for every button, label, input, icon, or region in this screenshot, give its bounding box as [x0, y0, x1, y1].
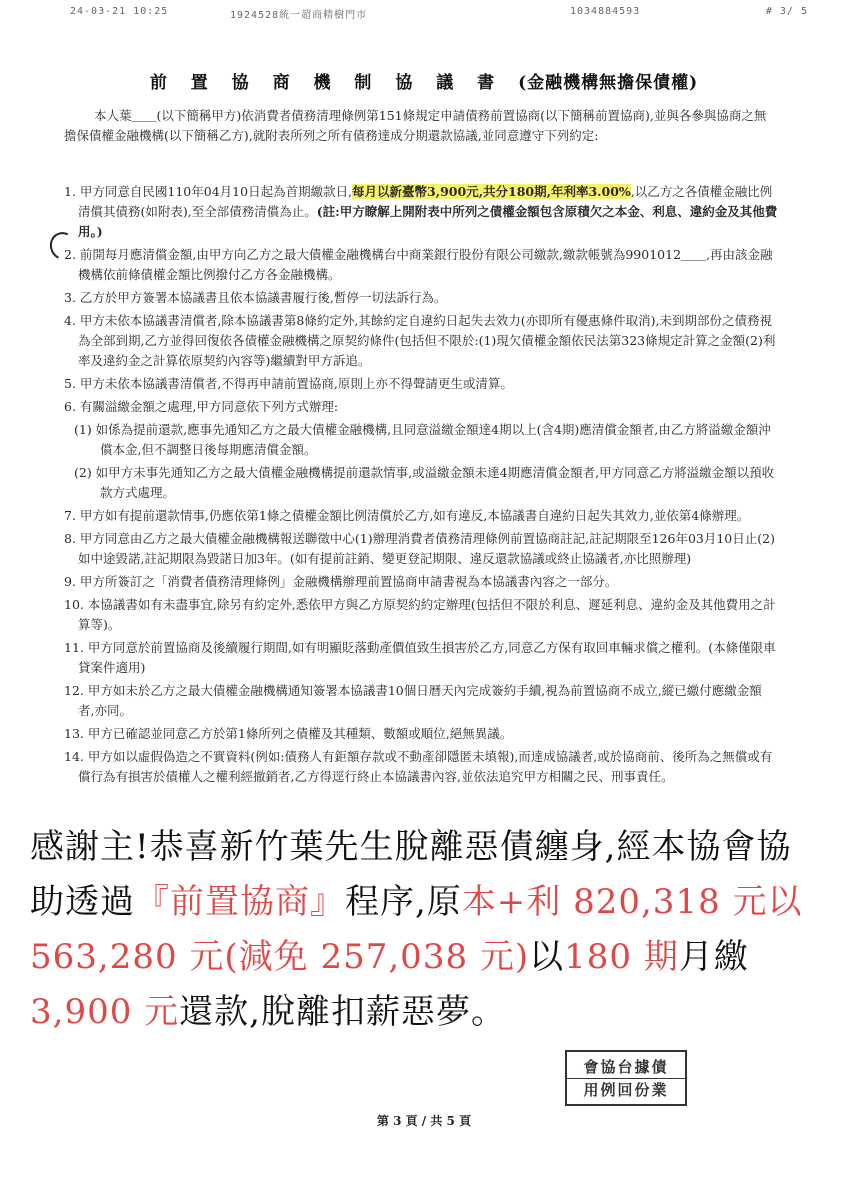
clause-12: 12. 甲方如未於乙方之最大債權金融機構通知簽署本協議書10個日曆天內完成簽約手續,視為前置協商不成立,縱已繳付應繳金額者,亦同。 — [64, 683, 762, 718]
clause-1-note: (註:甲方瞭解上開附表中所列之債權金額包含原積欠之本金、利息、違約金及其他費用。) — [78, 204, 778, 239]
stamp-line-1: 會協台據債 — [567, 1056, 685, 1079]
clause-1-highlight: 每月以新臺幣3,900元,共分180期,年利率3.00% — [352, 184, 631, 199]
clause-6-2: (2) 如甲方未事先通知乙方之最大債權金融機構提前還款情事,或溢繳金額未達4期應清償金額者,甲方同意乙方將溢繳金額以預收款方式處理。 — [74, 465, 775, 500]
clause-3: 3. 乙方於甲方簽署本協議書且依本協議書履行後,暫停一切法訴行為。 — [64, 290, 447, 305]
clause-10: 10. 本協議書如有未盡事宜,除另有約定外,悉依甲方與乙方原契約約定辦理(包括但不限於利息、遲延利息、違約金及其他費用之計算等)。 — [64, 597, 776, 632]
clause-1-text-b: ,以乙方之各債權金融比例清償其債務(如附表),至全部債務清償為止。 — [78, 184, 773, 219]
document-title — [0, 68, 848, 93]
clause-7: 7. 甲方如有提前還款情事,仍應依第1條之債權金額比例清償於乙方,如有違反,本協議書自違約日起失其效力,並依第4條辦理。 — [64, 508, 750, 523]
fax-number: 1034884593 — [570, 6, 641, 17]
clause-14: 14. 甲方如以虛假偽造之不實資料(例如:債務人有鉅額存款或不動產卻隱匿未填報),而達成協議者,或於協商前、後所為之無償或有償行為有損害於債權人之權利經撤銷者,乙方得逕行終止本協議書內容,並依法追究甲方相關之民、刑事責任。 — [64, 749, 773, 784]
clause-6-1: (1) 如係為提前還款,應事先通知乙方之最大債權金融機構,且同意溢繳金額達4期以上(含4期)應清償金額者,由乙方將溢繳金額沖償本金,但不調整日後每期應清償金額。 — [74, 422, 771, 457]
page-footer: 第 3 頁 / 共 5 頁 — [376, 1114, 472, 1128]
clause-8: 8. 甲方同意由乙方之最大債權金融機構報送聯徵中心(1)辦理消費者債務清理條例前置協商註記,註記期限至126年03月10日止(2)如中途毀諾,註記期限為毀諾日加3年。(如有提前註銷、變更登記期限、違反還款協議或終止協議者,亦比照辦理) — [64, 531, 775, 566]
clause-4: 4. 甲方未依本協議書清償者,除本協議書第8條約定外,其餘約定自違約日起失去效力(亦即所有優惠條件取消),未到期部份之債務視為全部到期,乙方並得回復依各債權金融機構之原契約條件(包括但不限於:(1)現欠債權金額依民法第323條規定計算之金額(2)利率及違約金之計算依原契約內容等)繼續對甲方訴追。 — [64, 313, 776, 368]
clause-11: 11. 甲方同意於前置協商及後續履行期間,如有明顯貶落動產價值致生損害於乙方,同意乙方保有取回車輛求償之權利。(本條僅限車貸案件適用) — [64, 640, 776, 675]
stamp-line-2: 用例回份業 — [583, 1080, 669, 1099]
title-main: 前 置 協 商 機 制 協 議 書 — [149, 73, 504, 93]
testimony-text — [30, 820, 820, 1040]
fax-sender: 1924528統一超商精樹門市 — [230, 10, 368, 21]
clause-1-text: 1. 甲方同意自民國110年04月10日起為首期繳款日, — [64, 184, 353, 199]
association-stamp — [565, 1050, 687, 1106]
testimony-part-2: 『前置協商』 — [135, 882, 345, 922]
testimony-part-9: 還款,脫離扣薪惡夢。 — [179, 992, 506, 1032]
testimony-part-6: 180 期 — [564, 937, 679, 977]
clauses-list — [64, 182, 778, 790]
clause-9: 9. 甲方所簽訂之「消費者債務清理條例」金融機構辦理前置協商申請書視為本協議書內容之一部分。 — [64, 574, 618, 589]
fax-page: # 3/ 5 — [765, 6, 808, 17]
clause-5: 5. 甲方未依本協議書清償者,不得再申請前置協商,原則上亦不得聲請更生或清算。 — [64, 376, 513, 391]
clause-1 — [64, 182, 778, 242]
clause-13: 13. 甲方已確認並同意乙方於第1條所列之債權及其種類、數額或順位,絕無異議。 — [64, 726, 513, 741]
fax-header — [70, 6, 808, 22]
fax-timestamp: 24-03-21 10:25 — [70, 6, 169, 17]
title-sub: (金融機構無擔保債權) — [518, 73, 699, 93]
testimony-part-5: 以 — [529, 937, 565, 977]
testimony-part-4: 本+利 820,318 元以 563,280 元(減免 257,038 元) — [30, 882, 803, 977]
clause-6: 6. 有關溢繳金額之處理,甲方同意依下列方式辦理: — [64, 399, 339, 414]
testimony-part-3: 程序,原 — [345, 882, 462, 922]
testimony-part-7: 月繳 — [678, 937, 749, 977]
clause-2: 2. 前開每月應清償金額,由甲方向乙方之最大債權金融機構台中商業銀行股份有限公司繳款,繳款帳號為9901012＿＿,再由該金融機構依前條債權金額比例撥付乙方各金融機構。 — [64, 247, 773, 282]
testimony-part-8: 3,900 元 — [30, 992, 180, 1032]
intro-paragraph: 本人葉＿＿(以下簡稱甲方)依消費者債務清理條例第151條規定申請債務前置協商(以下簡稱前置協商),並與各參與協商之無擔保債權金融機構(以下簡稱乙方),就附表所列之所有債務達成分期還款協議,並同意遵守下列約定: — [64, 108, 767, 143]
testimony-part-1: 感謝主!恭喜新竹葉先生脫離惡債纏身,經本協會協助透過 — [30, 827, 792, 922]
